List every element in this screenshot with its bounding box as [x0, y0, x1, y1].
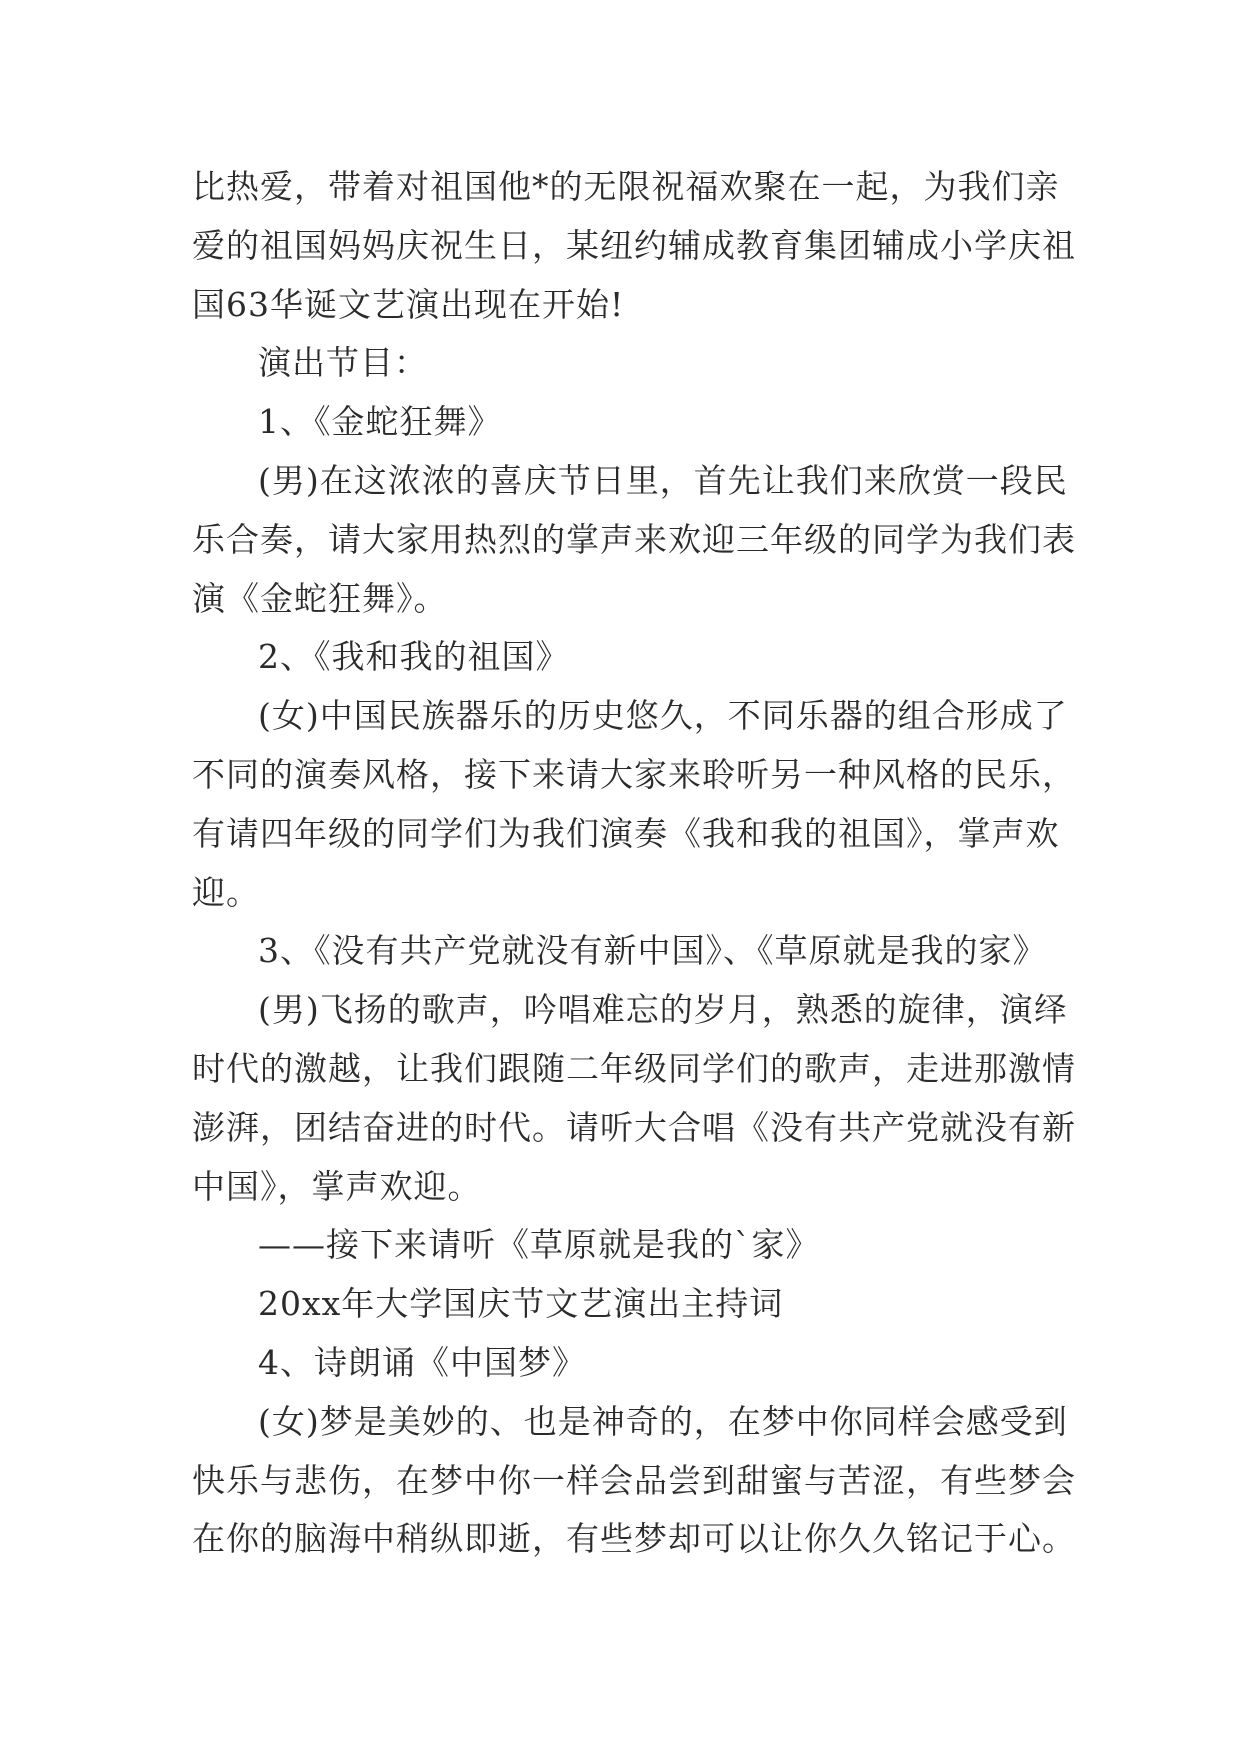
program-title: 2、《我和我的祖国》 — [258, 637, 570, 677]
text-line: 不同的演奏风格，接下来请大家来聆听另一种风格的民乐， — [192, 754, 1076, 794]
text-line: 中国》，掌声欢迎。 — [192, 1166, 482, 1206]
section-heading: 演出节目： — [258, 343, 428, 383]
text-line: 澎湃，团结奋进的时代。请听大合唱《没有共产党就没有新 — [192, 1107, 1076, 1147]
text-line: 快乐与悲伤，在梦中你一样会品尝到甜蜜与苦涩，有些梦会 — [192, 1460, 1076, 1500]
text-line: (男)在这浓浓的喜庆节日里，首先让我们来欣赏一段民 — [258, 460, 1068, 500]
text-line: (男)飞扬的歌声，吟唱难忘的岁月，熟悉的旋律，演绎 — [258, 990, 1068, 1030]
body-text — [192, 158, 1076, 1569]
program-title: 1、《金蛇狂舞》 — [258, 402, 502, 442]
text-line: 时代的激越，让我们跟随二年级同学们的歌声，走进那激情 — [192, 1048, 1076, 1088]
text-line: (女)梦是美妙的、也是神奇的，在梦中你同样会感受到 — [258, 1401, 1068, 1441]
text-line: 国63华诞文艺演出现在开始! — [192, 284, 625, 324]
program-title: 4、诗朗诵《中国梦》 — [258, 1342, 586, 1382]
text-line: 迎。 — [192, 872, 260, 912]
program-title: 3、《没有共产党就没有新中国》、《草原就是我的家》 — [258, 931, 1047, 971]
text-line: (女)中国民族器乐的历史悠久，不同乐器的组合形成了 — [258, 696, 1068, 736]
text-line: 有请四年级的同学们为我们演奏《我和我的祖国》，掌声欢 — [192, 813, 1060, 853]
text-line: 在你的脑海中稍纵即逝，有些梦却可以让你久久铭记于心。 — [192, 1519, 1076, 1559]
text-line: 20xx年大学国庆节文艺演出主持词 — [258, 1284, 784, 1324]
text-line: 演《金蛇狂舞》。 — [192, 578, 448, 618]
text-line: 爱的祖国妈妈庆祝生日，某纽约辅成教育集团辅成小学庆祖 — [192, 225, 1076, 265]
text-line: ——接下来请听《草原就是我的`家》 — [258, 1225, 820, 1265]
text-line: 乐合奏，请大家用热烈的掌声来欢迎三年级的同学为我们表 — [192, 519, 1076, 559]
text-line: 比热爱，带着对祖国他*的无限祝福欢聚在一起，为我们亲 — [192, 167, 1060, 206]
